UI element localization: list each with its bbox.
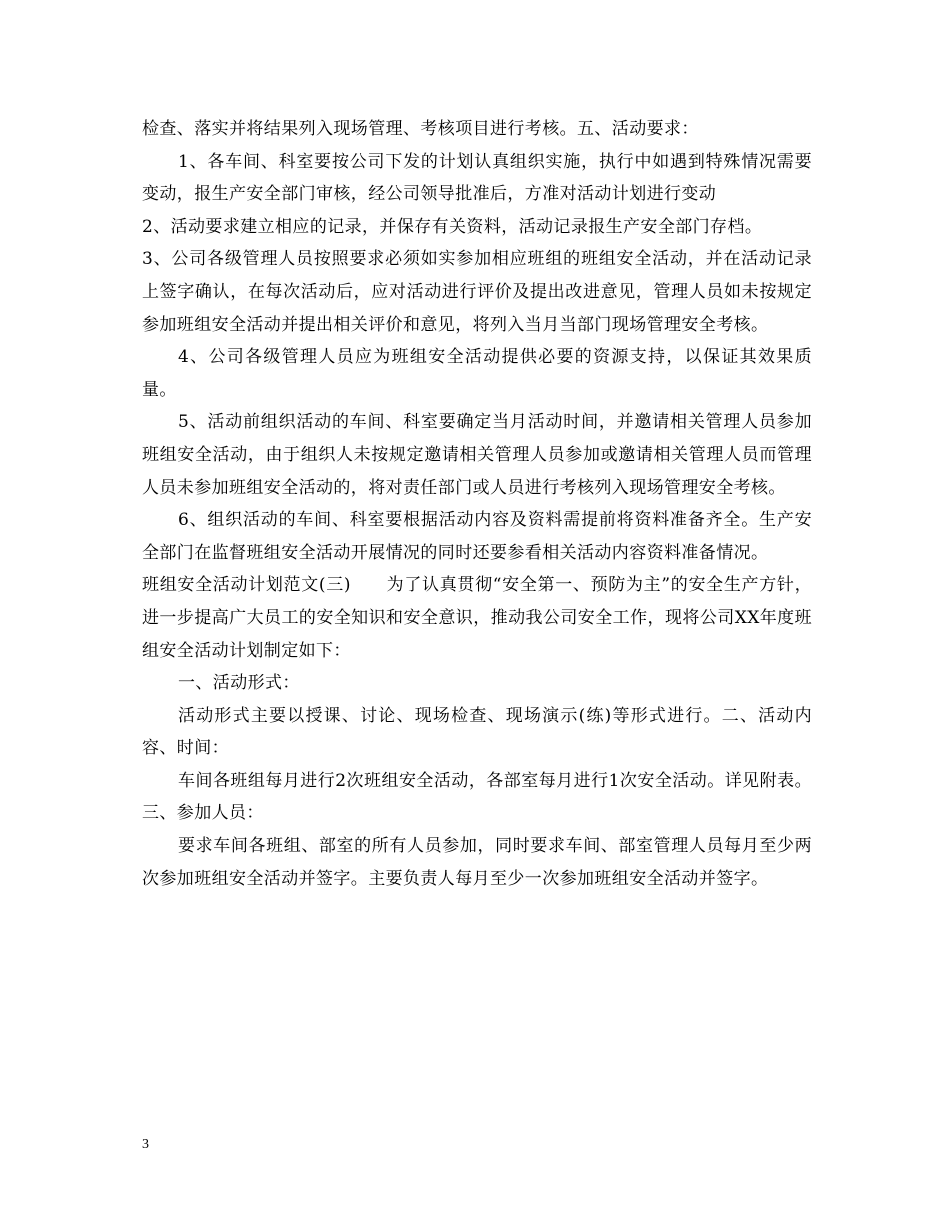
paragraph: 5、活动前组织活动的车间、科室要确定当月活动时间，并邀请相关管理人员参加班组安全活动，由于组织人未按规定邀请相关管理人员参加或邀请相关管理人员而管理人员未参加班组安全活动的，将对责任部门或人员进行考核列入现场管理安全考核。 (142, 412, 812, 498)
paragraph: 一、活动形式： (178, 673, 300, 694)
paragraph: 车间各班组每月进行2次班组安全活动，各部室每月进行1次安全活动。详见附表。三、参加人员： (142, 770, 812, 824)
paragraph: 检查、落实并将结果列入现场管理、考核项目进行考核。五、活动要求： (142, 119, 699, 139)
paragraph: 1、各车间、科室要按公司下发的计划认真组织实施，执行中如遇到特殊情况需要变动，报生产安全部门审核，经公司领导批准后，方准对活动计划进行变动 (142, 151, 812, 205)
paragraph: 2、活动要求建立相应的记录，并保存有关资料，活动记录报生产安全部门存档。 (142, 216, 763, 237)
paragraph: 要求车间各班组、部室的所有人员参加，同时要求车间、部室管理人员每月至少两次参加班组安全活动并签字。主要负责人每月至少一次参加班组安全活动并签字。 (142, 836, 812, 889)
section-heading-paragraph: 班组安全活动计划范文(三) 为了认真贯彻“安全第一、预防为主”的安全生产方针，进一步提高广大员工的安全知识和安全意识，推动我公司安全工作，现将公司XX年度班组安全活动计划制定如下： (142, 575, 812, 661)
paragraph: 活动形式主要以授课、讨论、现场检查、现场演示(练)等形式进行。二、活动内容、时间： (142, 705, 812, 759)
paragraph: 3、公司各级管理人员按照要求必须如实参加相应班组的班组安全活动，并在活动记录上签字确认，在每次活动后，应对活动进行评价及提出改进意见，管理人员如未按规定参加班组安全活动并提出相关评价和意见，将列入当月当部门现场管理安全考核。 (142, 249, 812, 335)
document-body (142, 113, 812, 895)
paragraph: 6、组织活动的车间、科室要根据活动内容及资料需提前将资料准备齐全。生产安全部门在监督班组安全活动开展情况的同时还要参看相关活动内容资料准备情况。 (142, 510, 812, 563)
page-number: 3 (142, 1137, 149, 1152)
paragraph: 4、公司各级管理人员应为班组安全活动提供必要的资源支持，以保证其效果质量。 (142, 347, 812, 400)
